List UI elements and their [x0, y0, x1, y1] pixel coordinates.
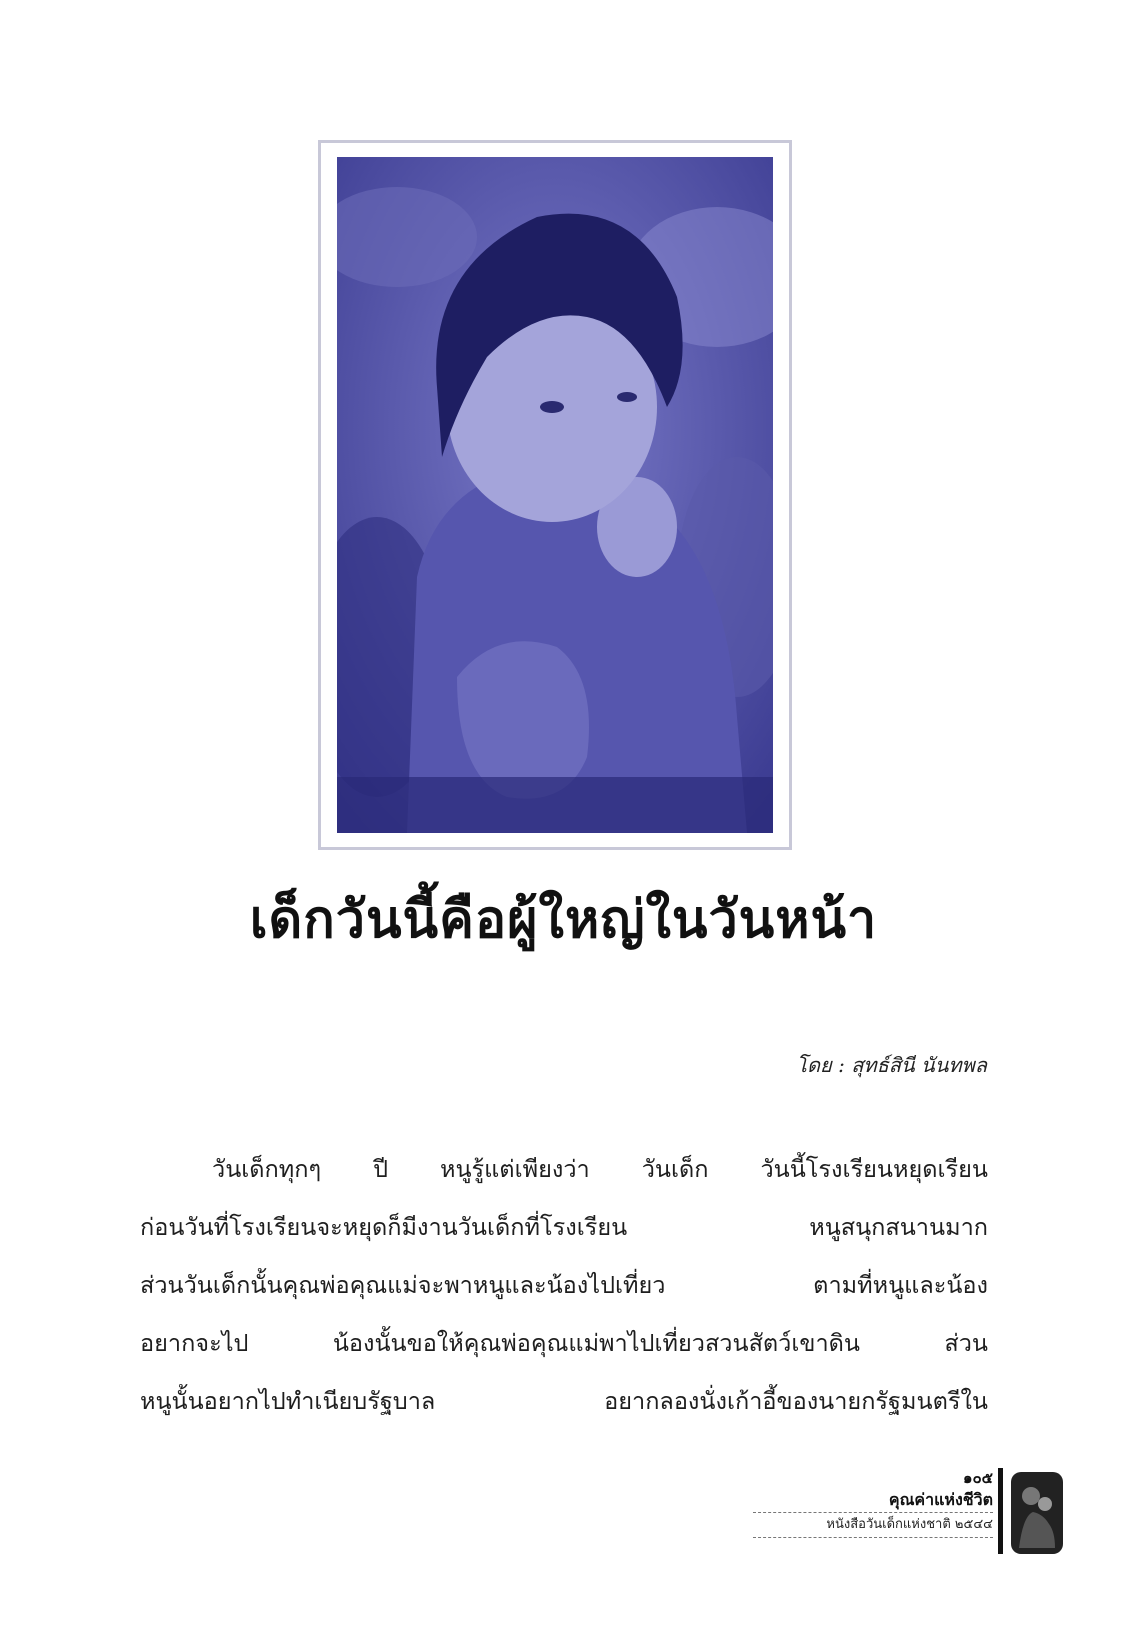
- footer-subtitle: หนังสือวันเด็กแห่งชาติ ๒๕๔๔: [753, 1513, 993, 1538]
- body-line: หนูนั้นอยากไปทำเนียบรัฐบาล อยากลองนั่งเก้าอี้ของนายกรัฐมนตรีใน: [140, 1387, 988, 1415]
- child-photo-illustration: [337, 157, 773, 833]
- child-photo: [337, 157, 773, 833]
- body-line: วันเด็กทุกๆ ปี หนูรู้แต่เพียงว่า วันเด็ก วันนี้โรงเรียนหยุดเรียน: [212, 1155, 988, 1183]
- photo-frame: [318, 140, 792, 850]
- footer-text: [753, 1468, 993, 1538]
- footer-title: คุณค่าแห่งชีวิต: [753, 1488, 993, 1513]
- body-line: ก่อนวันที่โรงเรียนจะหยุดก็มีงานวันเด็กที่โรงเรียน หนูสนุกสนานมาก: [140, 1213, 988, 1241]
- article-title: เด็กวันนี้คือผู้ใหญ่ในวันหน้า: [249, 889, 878, 950]
- article-body: [140, 1140, 988, 1430]
- footer-emblem-icon: [1009, 1468, 1065, 1558]
- page-footer: [765, 1468, 1065, 1558]
- byline: โดย : สุทธ์สินี นันทพล: [796, 1053, 987, 1077]
- footer-divider: [998, 1468, 1003, 1554]
- page-number: ๑๐๕: [962, 1469, 993, 1487]
- body-line: ส่วนวันเด็กนั้นคุณพ่อคุณแม่จะพาหนูและน้องไปเที่ยว ตามที่หนูและน้อง: [140, 1271, 988, 1299]
- body-line: อยากจะไป น้องนั้นขอให้คุณพ่อคุณแม่พาไปเที่ยวสวนสัตว์เขาดิน ส่วน: [140, 1329, 988, 1357]
- emblem-icon-graphic: [1009, 1468, 1065, 1558]
